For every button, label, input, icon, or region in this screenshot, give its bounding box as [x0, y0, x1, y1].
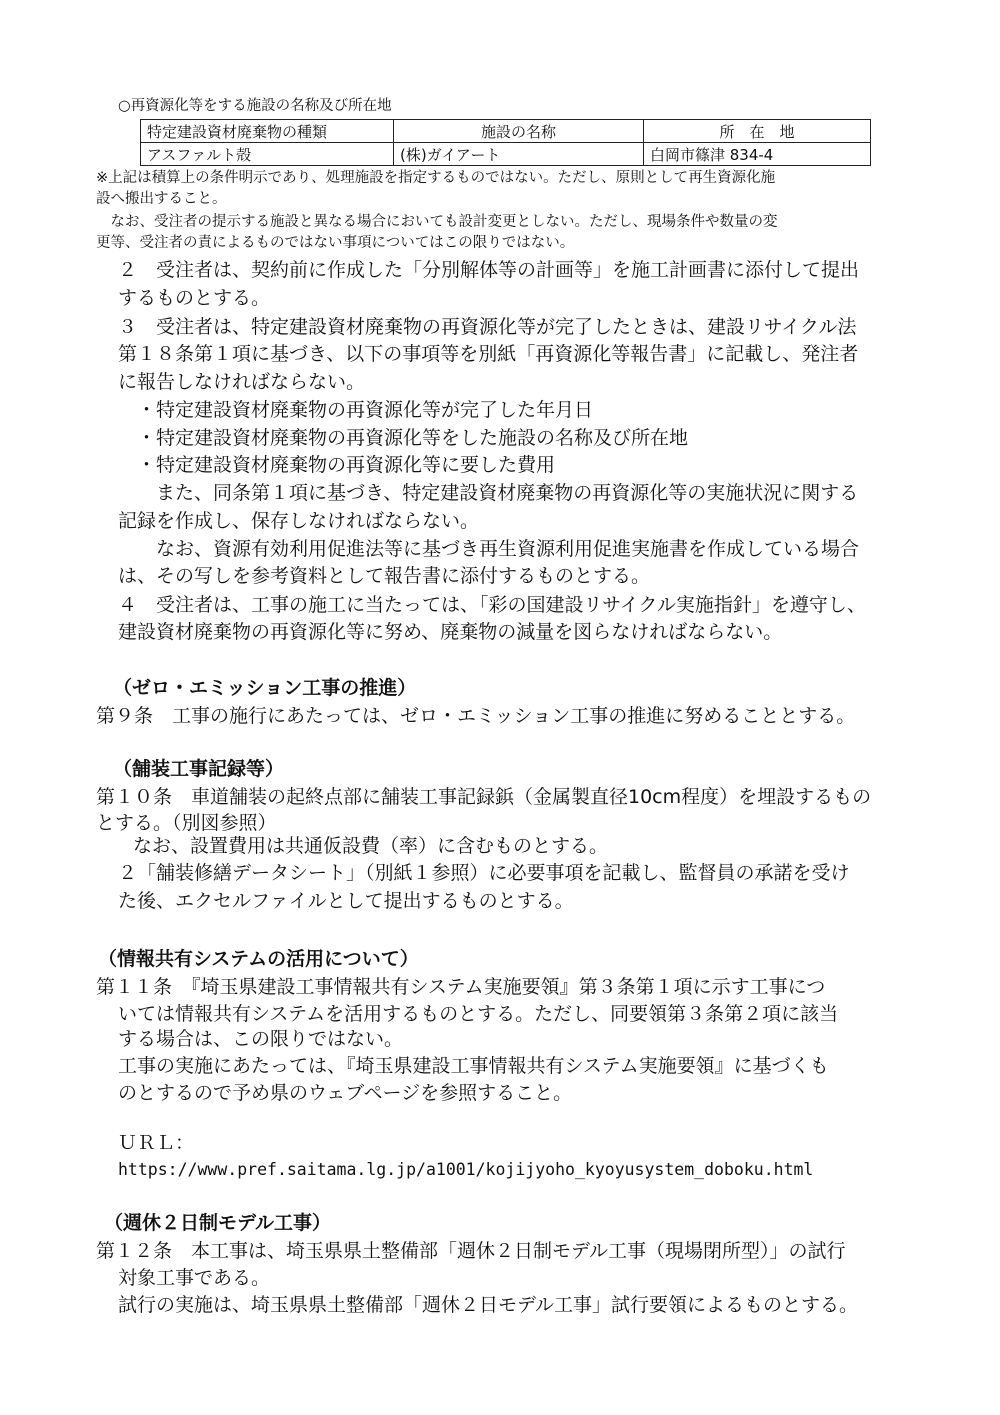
article12-line3: 試行の実施は、埼玉県県土整備部「週休２日モデル工事」試行要領によるものとする。: [118, 1294, 859, 1316]
facility-note2-line2: 更等、受注者の責によるものではない事項についてはこの限りではない。: [96, 235, 575, 251]
recycle-p2-line2: するものとする。: [118, 287, 271, 309]
waste-type-cell: アスファルト殻: [141, 143, 394, 166]
recycle-bullet-2: ・特定建設資材廃棄物の再資源化等をした施設の名称及び所在地: [137, 427, 689, 449]
recycle-p3-line3: に報告しなければならない。: [118, 371, 366, 393]
url-label: ＵＲＬ：: [118, 1132, 195, 1154]
column-header-waste-type: 特定建設資材廃棄物の種類: [141, 120, 394, 143]
facility-note2-line1: なお、受注者の提示する施設と異なる場合においても設計変更としない。ただし、現場条件や数量の変: [96, 214, 778, 230]
facility-table: [140, 119, 871, 166]
table-header-row: [141, 120, 871, 143]
article9-text: 第９条 工事の施行にあたっては、ゼロ・エミッション工事の推進に努めることとする。: [96, 705, 856, 727]
recycle-p2-line1: ２ 受注者は、契約前に作成した「分別解体等の計画等」を施工計画書に添付して提出: [118, 259, 860, 281]
article12-line1: 第１２条 本工事は、埼玉県県土整備部「週休２日制モデル工事（現場閉所型）」の試行: [96, 1240, 846, 1262]
column-header-facility-name: 施設の名称: [394, 120, 644, 143]
article10-line2: とする。（別図参照）: [96, 812, 277, 834]
recycle-p4-line1: ４ 受注者は、工事の施工に当たっては、「彩の国建設リサイクル実施指針」を遵守し、: [118, 594, 866, 616]
recycle-also-line2: 記録を作成し、保存しなければならない。: [118, 510, 480, 532]
recycle-bullet-1: ・特定建設資材廃棄物の再資源化等が完了した年月日: [137, 399, 594, 421]
recycle-p3-line1: ３ 受注者は、特定建設資材廃棄物の再資源化等が完了したときは、建設リサイクル法: [118, 316, 857, 338]
column-header-location: 所 在 地: [644, 120, 871, 143]
article11-line3: する場合は、この限りではない。: [118, 1028, 404, 1050]
table-row: [141, 143, 871, 166]
article10-line3: なお、設置費用は共通仮設費（率）に含むものとする。: [133, 835, 609, 857]
article10-line4: ２「舗装修繕データシート」（別紙１参照）に必要事項を記載し、監督員の承諾を受け: [118, 862, 850, 884]
recycle-note-line2: は、その写しを参考資料として報告書に添付するものとする。: [118, 565, 651, 587]
article11-line5: のとするので予め県のウェブページを参照すること。: [118, 1082, 573, 1104]
facility-name-cell: (株)ガイアート: [394, 143, 644, 166]
article10-line1: 第１０条 車道舗装の起終点部に舗装工事記録鋲（金属製直径10cm程度）を埋設するもの: [96, 786, 872, 808]
recycle-note-line1: なお、資源有効利用促進法等に基づき再生資源利用促進実施書を作成している場合: [156, 538, 860, 560]
article11-line1: 第１１条 『埼玉県建設工事情報共有システム実施要領』第３条第１項に示す工事につ: [96, 976, 826, 998]
location-cell: 白岡市篠津 834-4: [644, 143, 871, 166]
recycle-p3-line2: 第１８条第１項に基づき、以下の事項等を別紙「再資源化等報告書」に記載し、発注者: [118, 343, 859, 365]
facility-note1-line1: ※上記は積算上の条件明示であり、処理施設を指定するものではない。ただし、原則として再生資源化施: [96, 170, 776, 186]
facility-note1-line2: 設へ搬出すること。: [96, 191, 227, 207]
article11-line4: 工事の実施にあたっては、『埼玉県建設工事情報共有システム実施要領』に基づくも: [118, 1055, 829, 1077]
facility-heading: ○再資源化等をする施設の名称及び所在地: [118, 98, 392, 114]
article11-line2: いては情報共有システムを活用するものとする。ただし、同要領第３条第２項に該当: [118, 1003, 839, 1025]
recycle-also-line1: また、同条第１項に基づき、特定建設資材廃棄物の再資源化等の実施状況に関する: [156, 482, 859, 504]
article10-line5: た後、エクセルファイルとして提出するものとする。: [118, 890, 574, 912]
article9-heading: （ゼロ・エミッション工事の推進）: [113, 677, 417, 699]
recycle-bullet-3: ・特定建設資材廃棄物の再資源化等に要した費用: [137, 454, 556, 476]
url-link[interactable]: https://www.pref.saitama.lg.jp/a1001/kojijyoho_kyoyusystem_doboku.html: [118, 1160, 814, 1179]
article12-line2: 対象工事である。: [118, 1267, 271, 1289]
article10-heading: （舗装工事記録等）: [113, 758, 285, 780]
recycle-p4-line2: 建設資材廃棄物の再資源化等に努め、廃棄物の減量を図らなければならない。: [118, 621, 783, 643]
article12-heading: （週休２日制モデル工事）: [104, 1212, 332, 1234]
article11-heading: （情報共有システムの活用について）: [98, 948, 419, 970]
